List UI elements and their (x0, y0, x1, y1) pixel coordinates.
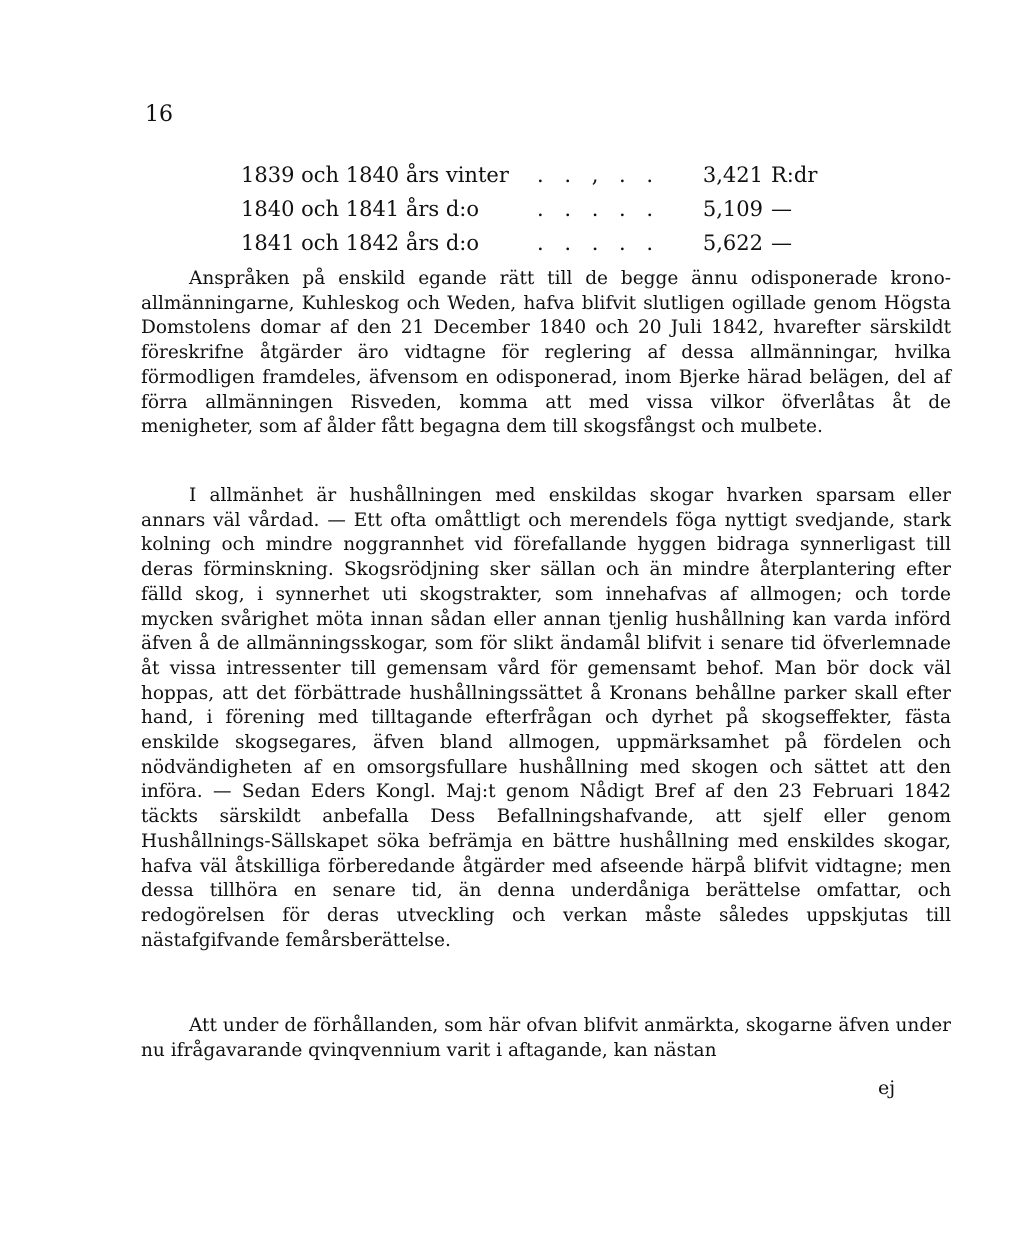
paragraph-forest-decline: Att under de förhållanden, som här ofvan blifvit anmärkta, skogarne äfven under nu ifrågavarande qvinqvennium varit i aftagande, kan nästan (141, 1015, 951, 1061)
ledger-leader-dots: . . . . . (537, 231, 661, 255)
revenue-ledger (241, 158, 826, 260)
ledger-period: 1840 och 1841 års d:o (241, 197, 480, 221)
page-number: 16 (145, 102, 173, 127)
ledger-row-1840-1841 (241, 192, 826, 226)
ledger-row-1841-1842 (241, 226, 826, 260)
ledger-unit: — (771, 197, 792, 221)
ledger-amount: 5,109 (702, 197, 763, 221)
catchword: ej (878, 1077, 896, 1099)
ledger-unit: — (771, 231, 792, 255)
ledger-amount: 5,622 (702, 231, 763, 255)
ledger-period: 1841 och 1842 års d:o (241, 231, 480, 255)
ledger-unit: R:dr (771, 163, 818, 187)
paragraph-crown-commons-claims: Anspråken på enskild egande rätt till de begge ännu odisponerade krono-allmänningarne, Kuhleskog och Weden, hafva blifvit slutligen ogillade genom Högsta Domstolens domar af den 21 December 1840 och 20 Juli 1842, hvarefter särskildt föreskrifne åtgärder äro vidtagne för reglering af dessa allmänningar, hvilka förmodligen framdeles, äfvensom en odisponerad, inom Bjerke härad belägen, del af förra allmänningen Risveden, komma att med vissa vilkor öfverlåtas åt de menigheter, som af ålder fått begagna dem till skogsfångst och mulbete. (141, 268, 951, 438)
ledger-row-1839-1840 (241, 158, 826, 192)
ledger-amount: 3,421 (702, 163, 763, 187)
ledger-leader-dots: . . . . . (537, 197, 661, 221)
paragraph-private-forest-management: I allmänhet är hushållningen med enskildas skogar hvarken sparsam eller annars väl vårdad. — Ett ofta omåttligt och merendels föga nyttigt svedjande, stark kolning och mindre noggrannhet vid förefallande hyggen bidraga synnerligast till deras förminskning. Skogsrödjning sker sällan och än mindre återplantering efter fälld skog, i synnerhet uti skogstrakter, som innehafvas af allmogen; och torde mycken svårighet möta innan sådan eller annan tjenlig hushållning kan varda införd äfven å de allmänningsskogar, som för slikt ändamål blifvit i senare tid öfverlemnade åt vissa intressenter till gemensam vård för gemensamt behof. Man bör dock väl hoppas, att det förbättrade hushållningssättet å Kronans behållne parker skall efter hand, i förening med tilltagande efterfrågan och dyrhet på skogseffekter, fästa enskilde skogsegares, äfven bland allmogen, uppmärksamhet på fördelen och nödvändigheten af en omsorgsfullare hushållning med skogen och sättet att den införa. — Sedan Eders Kongl. Maj:t genom Nådigt Bref af den 23 Februari 1842 täckts särskildt anbefalla Dess Befallningshafvande, att sjelf eller genom Hushållnings-Sällskapet söka befrämja en bättre hushållning med enskildes skogar, hafva väl åtskilliga förberedande åtgärder med afseende härpå blifvit vidtagne; men dessa tillhöra en senare tid, än denna underdåniga berättelse omfattar, och redogörelsen för deras utveckling och verkan måste således uppskjutas till nästafgifvande femårsberättelse. (141, 485, 951, 951)
ledger-period: 1839 och 1840 års vinter (241, 163, 509, 187)
ledger-leader-dots: . . , . . (537, 163, 661, 187)
